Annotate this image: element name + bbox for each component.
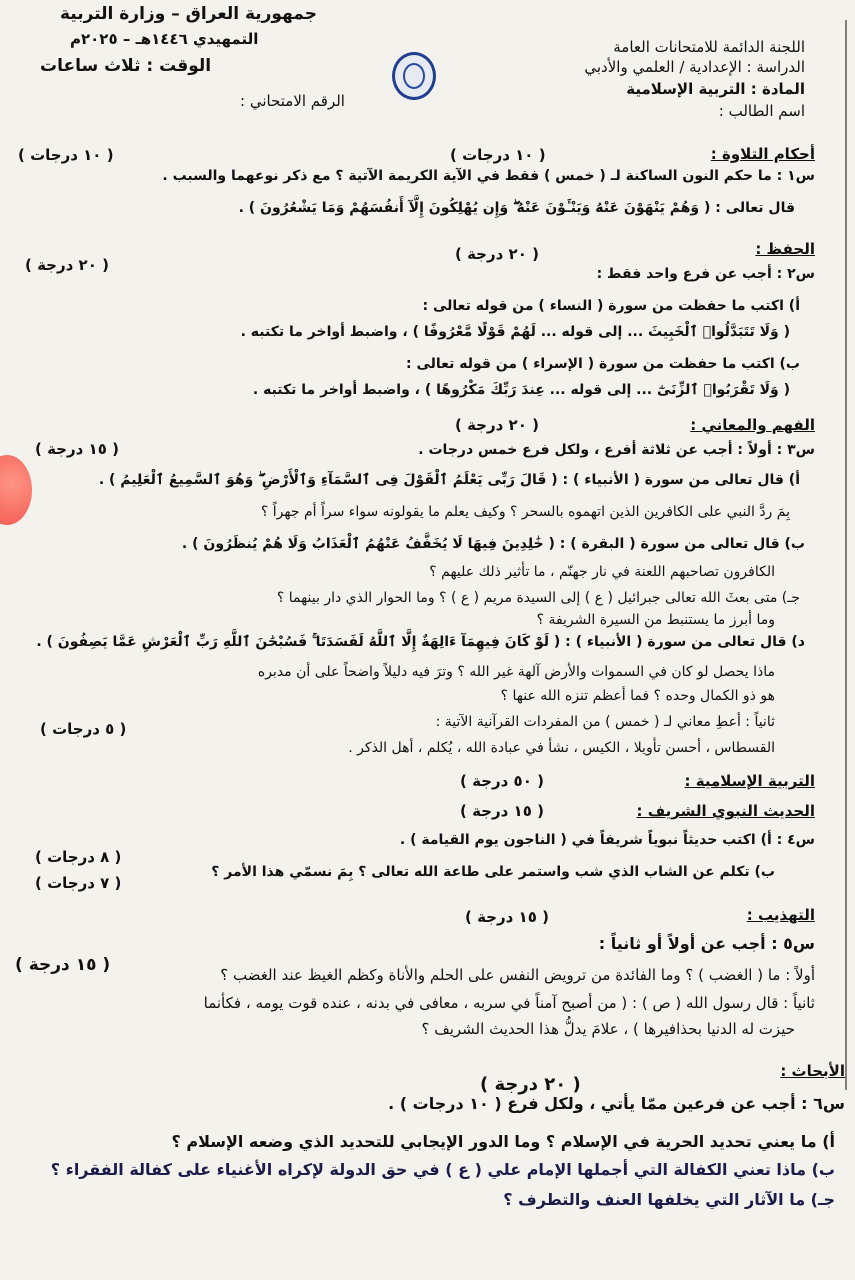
question-3-d: د) قال تعالى من سورة ( الأنبياء ) : ( لَوْ كَانَ فِيهِمَآ ءَالِهَةٌ إِلَّا ٱللَّهُ لَفَسَدَتَا ۚ فَسُبْحَٰنَ ٱللَّهِ رَبِّ ٱلْعَرْشِ عَمَّا يَصِفُونَ ) . <box>36 634 805 650</box>
question-5-second-1: ثانياً : قال رسول الله ( ص ) : ( من أصبح آمناً في سربه ، معافى في بدنه ، عنده قوت يومه ، فكأنما <box>203 994 815 1012</box>
section-memorization-marks: ( ٢٠ درجة ) <box>455 245 539 263</box>
question-3-a: أ) قال تعالى من سورة ( الأنبياء ) : ( قَالَ رَبِّى يَعْلَمُ ٱلْقَوْلَ فِى ٱلسَّمَآءِ وَٱلْأَرْضِ ۖ وَهُوَ ٱلسَّمِيعُ ٱلْعَلِيمُ ) . <box>98 472 800 488</box>
section-research-marks: ( ٢٠ درجة ) <box>480 1074 581 1095</box>
ministry-emblem-icon <box>392 52 436 100</box>
side-marks: ( ١٠ درجات ) <box>18 146 114 164</box>
question-3-d-question-1: ماذا يحصل لو كان في السموات والأرض آلهة غير الله ؟ وترَ فيه دليلاً واضحاً على أن مدبره <box>257 664 775 680</box>
question-1: س١ : ما حكم النون الساكنة لـ ( خمس ) فقط في الآية الكريمة الآتية ؟ مع ذكر نوعهما والسبب . <box>162 168 815 184</box>
page-edge-line <box>845 20 847 1090</box>
question-5-first: أولاً : ما ( الغضب ) ؟ وما الفائدة من ترويض النفس على الحلم والأناة وكظم الغيظ عند الغضب ؟ <box>220 966 815 984</box>
question-6: س٦ : أجب عن فرعين ممّا يأتي ، ولكل فرع ( ١٠ درجات ) . <box>388 1094 845 1113</box>
question-3-vocab: القسطاس ، أحسن تأويلا ، الكيس ، نشأ في عبادة الله ، يُكلم ، أهل الذكر . <box>348 740 775 756</box>
student-name-label: اسم الطالب : <box>718 102 805 120</box>
question-3-a-question: بِمَ ردَّ النبي على الكافرين الذين اتهموه بالسحر ؟ وكيف يعلم ما يقولونه سواء سراً أم جهراً ؟ <box>260 504 790 520</box>
red-sticker <box>0 455 32 525</box>
section-islamic-education-title: التربية الإسلامية : <box>684 772 815 790</box>
side-marks: ( ٢٠ درجة ) <box>25 256 109 274</box>
header-exam-round: التمهيدي ١٤٤٦هـ – ٢٠٢٥م <box>70 30 259 48</box>
header-subject: المادة : التربية الإسلامية <box>626 80 805 98</box>
question-3-c: جـ) متى بعثَ الله تعالى جبرائيل ( ع ) إلى السيدة مريم ( ع ) ؟ وما الحوار الذي دار بينهما ؟ <box>276 590 800 606</box>
section-research-title: الأبحاث : <box>780 1062 845 1080</box>
side-marks: ( ١٥ درجة ) <box>35 440 119 458</box>
question-6-a: أ) ما يعني تحديد الحرية في الإسلام ؟ وما الدور الإيجابي للتحديد الذي وضعه الإسلام ؟ <box>171 1132 835 1151</box>
section-comprehension-marks: ( ٢٠ درجة ) <box>455 416 539 434</box>
question-3-b-question: الكافرون تصاحبهم اللعنة في نار جهنّم ، ما تأثير ذلك عليهم ؟ <box>429 564 775 580</box>
section-comprehension-title: الفهم والمعاني : <box>690 416 815 434</box>
section-islamic-education-marks: ( ٥٠ درجة ) <box>460 772 544 790</box>
side-marks-a: ( ٨ درجات ) <box>35 848 122 866</box>
question-3-d-question-2: هو ذو الكمال وحده ؟ فما أعظم تنزه الله عنها ؟ <box>500 688 775 704</box>
question-5: س٥ : أجب عن أولاً أو ثانياً : <box>598 934 815 953</box>
exam-number-label: الرقم الامتحاني : <box>240 92 345 110</box>
header-country: جمهورية العراق – وزارة التربية <box>60 4 317 24</box>
question-3-b: ب) قال تعالى من سورة ( البقرة ) : ( خَٰلِدِينَ فِيهَا لَا يُخَفَّفُ عَنْهُمُ ٱلْعَذَابُ وَلَا هُمْ يُنظَرُونَ ) . <box>181 536 805 552</box>
question-3-c-question: وما أبرز ما يستنبط من السيرة الشريفة ؟ <box>536 612 775 628</box>
question-2-a: أ) اكتب ما حفظت من سورة ( النساء ) من قوله تعالى : <box>422 298 800 314</box>
question-2-b-verse: ( وَلَا تَقْرَبُوا۟ ٱلزِّنَىٰٓ ... إلى قوله ... عِندَ رَبِّكَ مَكْرُوهًا ) ، واضبط أواخر ما تكتبه . <box>252 382 790 398</box>
section-memorization-title: الحفظ : <box>755 240 815 258</box>
question-3-second: ثانياً : أعطِ معاني لـ ( خمس ) من المفردات القرآنية الآتية : <box>435 714 775 730</box>
section-tajweed-title: أحكام التلاوة : <box>710 145 815 163</box>
section-hadith-title: الحديث النبوي الشريف : <box>636 802 815 820</box>
question-2-b: ب) اكتب ما حفظت من سورة ( الإسراء ) من قوله تعالى : <box>406 356 800 372</box>
side-marks: ( ١٥ درجة ) <box>15 955 111 975</box>
question-3: س٣ : أولاً : أجب عن ثلاثة أفرع ، ولكل فرع خمس درجات . <box>418 442 815 458</box>
header-study: الدراسة : الإعدادية / العلمي والأدبي <box>584 58 805 76</box>
section-ethics-title: التهذيب : <box>746 906 815 924</box>
question-6-b: ب) ماذا تعني الكفالة التي أجملها الإمام علي ( ع ) في حق الدولة لإكراه الأغنياء على كفالة الفقراء ؟ <box>50 1160 835 1179</box>
question-6-c: جـ) ما الآثار التي يخلفها العنف والتطرف ؟ <box>503 1190 835 1209</box>
question-4-b: ب) تكلم عن الشاب الذي شب واستمر على طاعة الله تعالى ؟ بِمَ نسمّي هذا الأمر ؟ <box>211 864 775 880</box>
question-4-a: س٤ : أ) اكتب حديثاً نبوياً شريفاً في ( الناجون يوم القيامة ) . <box>399 832 815 848</box>
section-tajweed-marks: ( ١٠ درجات ) <box>450 146 546 164</box>
side-marks: ( ٥ درجات ) <box>40 720 127 738</box>
question-2: س٢ : أجب عن فرع واحد فقط : <box>596 266 815 282</box>
header-committee: اللجنة الدائمة للامتحانات العامة <box>613 38 805 56</box>
section-ethics-marks: ( ١٥ درجة ) <box>465 908 549 926</box>
question-2-a-verse: ( وَلَا تَتَبَدَّلُوا۟ ٱلْخَبِيثَ ... إلى قوله ... لَهُمْ قَوْلًا مَّعْرُوفًا ) ، واضبط أواخر ما تكتبه . <box>240 324 790 340</box>
header-time: الوقت : ثلاث ساعات <box>40 56 212 76</box>
question-1-verse: قال تعالى : ( وَهُمْ يَنْهَوْنَ عَنْهُ وَيَنْـَٔوْنَ عَنْهُ ۖ وَإِن يُهْلِكُونَ إِلَّآ أَنفُسَهُمْ وَمَا يَشْعُرُونَ ) . <box>238 200 795 216</box>
question-5-second-2: حيزت له الدنيا بحذافيرها ) ، علامَ يدلُّ هذا الحديث الشريف ؟ <box>421 1020 795 1038</box>
side-marks-b: ( ٧ درجات ) <box>35 874 122 892</box>
section-hadith-marks: ( ١٥ درجة ) <box>460 802 544 820</box>
